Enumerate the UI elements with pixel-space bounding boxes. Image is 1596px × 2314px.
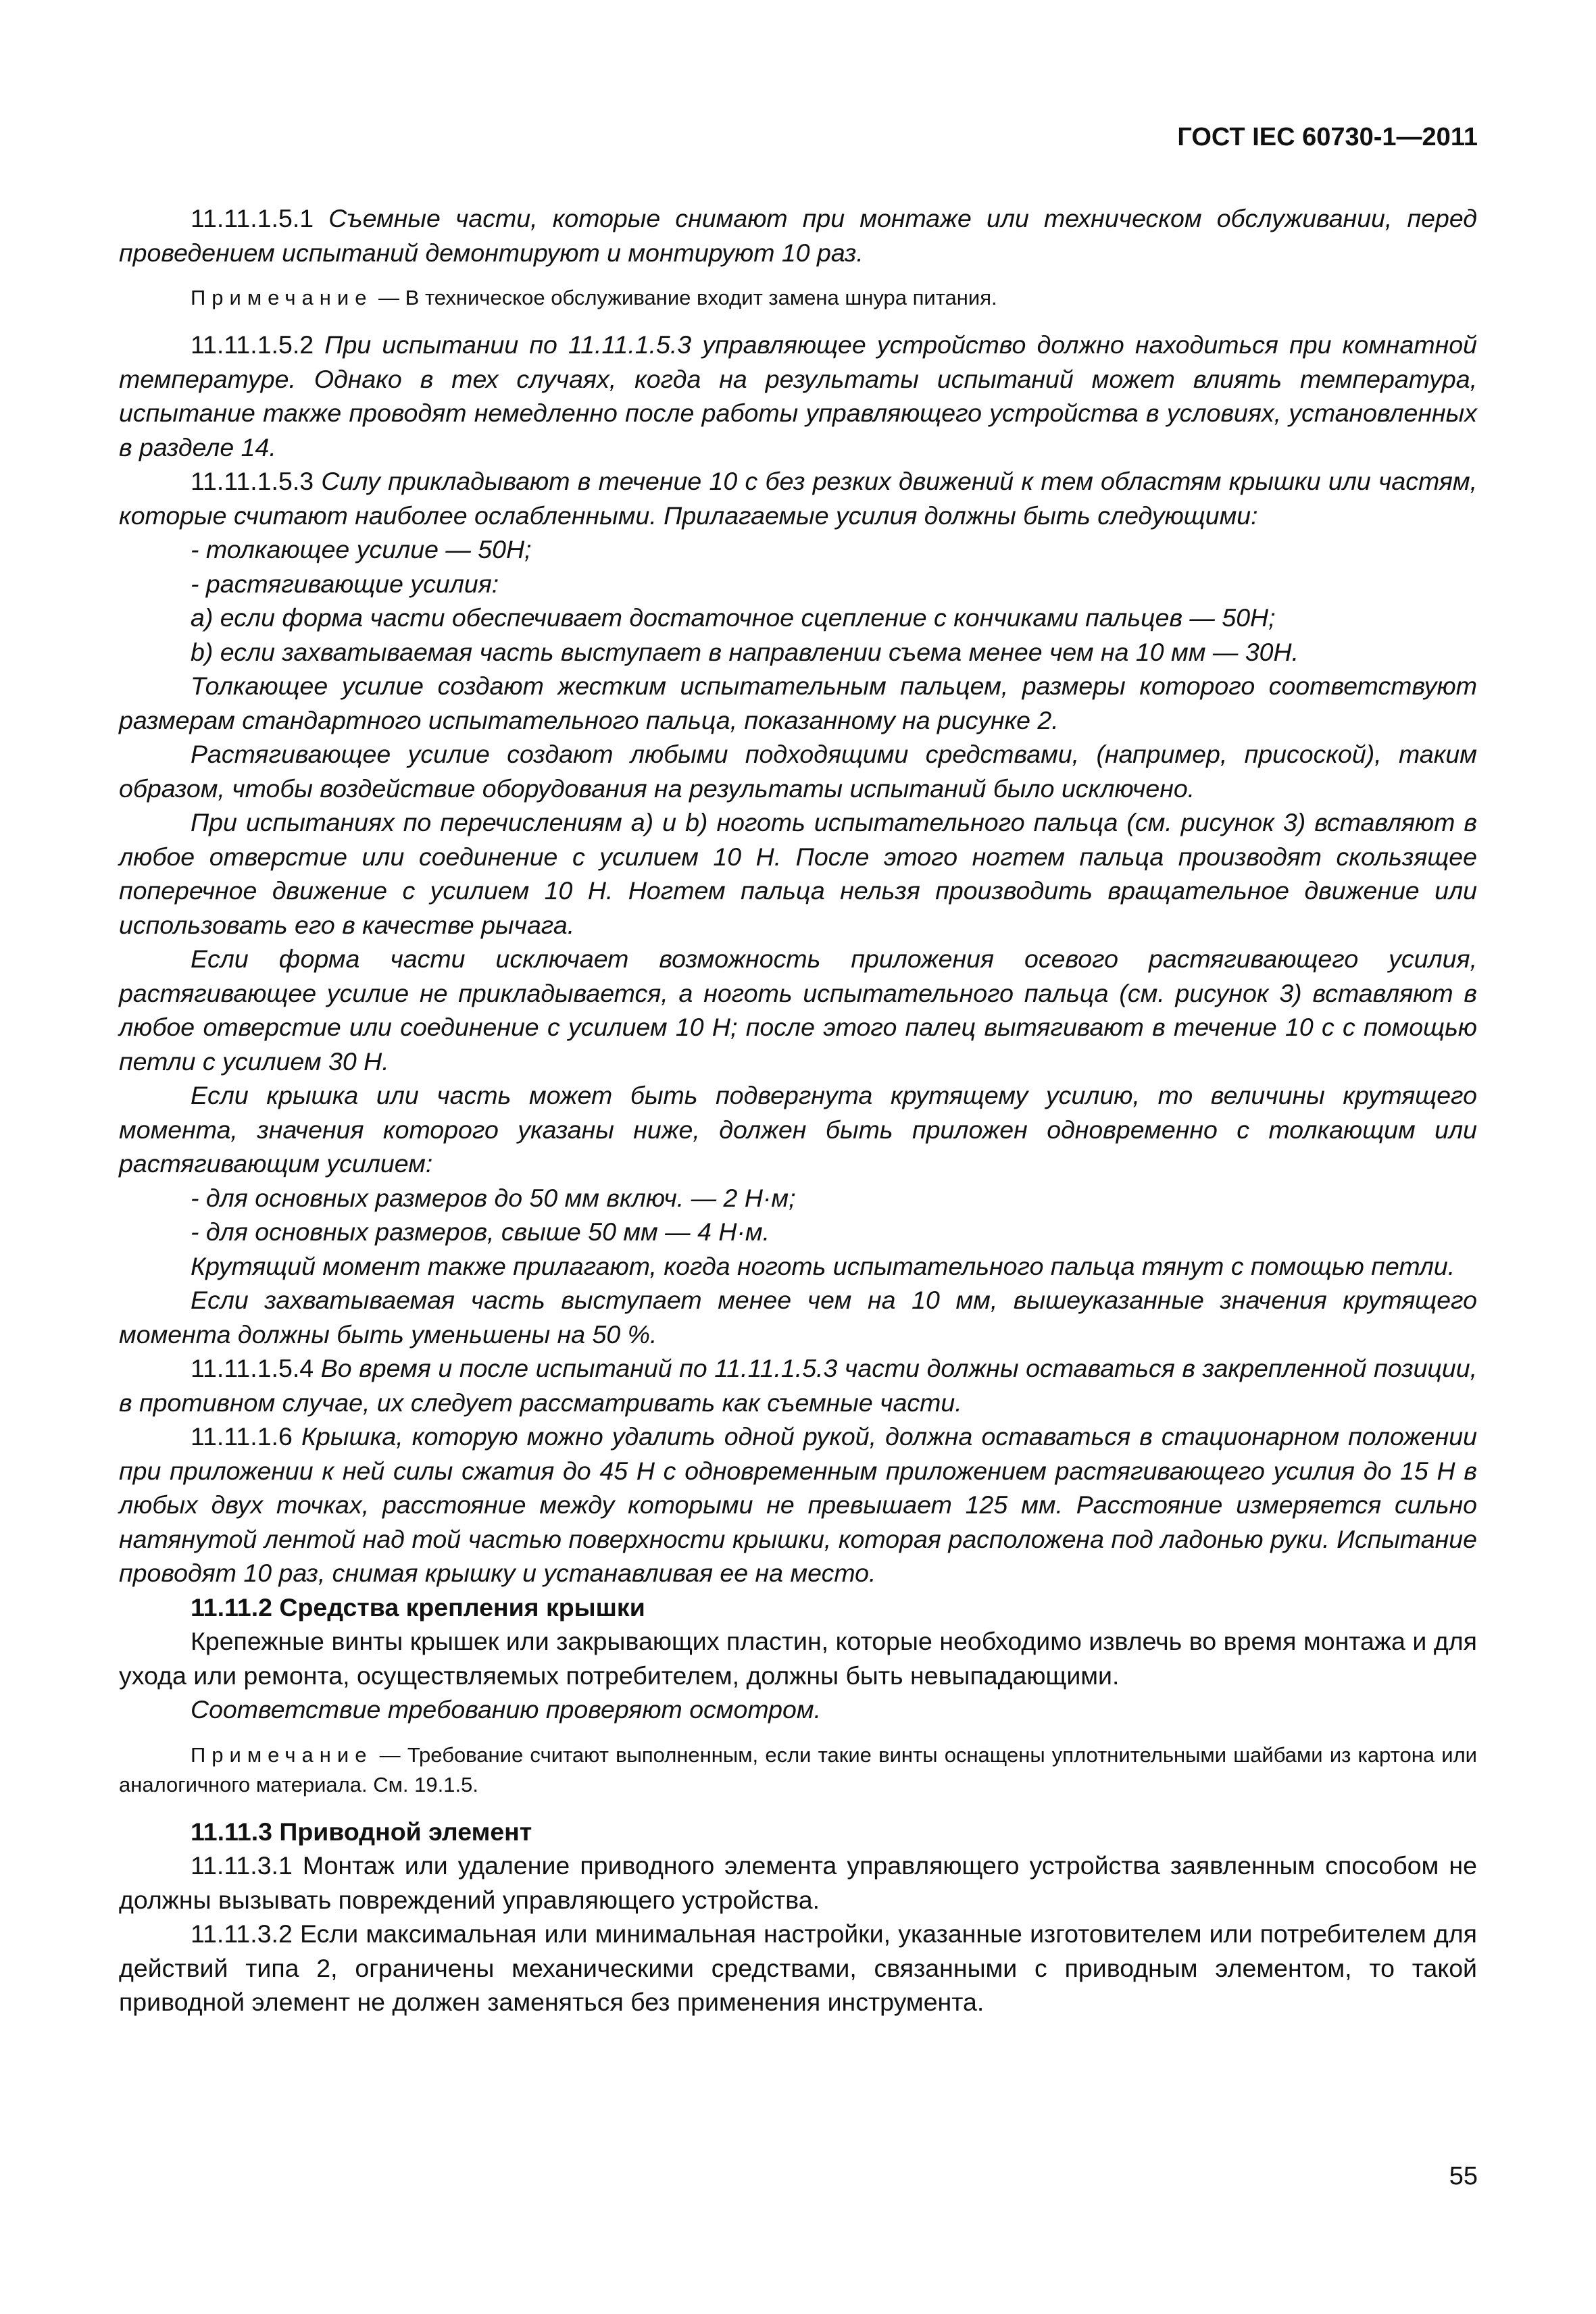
document-body bbox=[119, 201, 1477, 2019]
note-1 bbox=[119, 283, 1477, 313]
clause-11-11-1-5-4 bbox=[119, 1351, 1477, 1419]
clause-number: 11.11.1.6 bbox=[191, 1422, 293, 1451]
body-paragraph: Растягивающее усилие создают любыми подходящими средствами, (например, присоской), таким образом, чтобы воздействие оборудования на результаты испытаний было исключено. bbox=[119, 740, 1477, 803]
compliance-check: Соответствие требованию проверяют осмотром. bbox=[191, 1695, 822, 1724]
clause-text: Во время и после испытаний по 11.11.1.5.3 части должны оставаться в закрепленной позиции, в противном случае, их следует рассматривать как съемные части. bbox=[119, 1354, 1478, 1417]
note-text: — Требование считают выполненным, если такие винты оснащены уплотнительными шайбами из картона или аналогичного материала. См. 19.1.5. bbox=[119, 1742, 1477, 1796]
note-2 bbox=[119, 1740, 1477, 1800]
clause-number: 11.11.1.5.3 bbox=[191, 467, 314, 495]
clause-number: 11.11.1.5.1 bbox=[191, 204, 314, 232]
section-heading: 11.11.2 Средства крепления крышки bbox=[191, 1592, 645, 1621]
list-item: a) если форма части обеспечивает достаточное сцепление с кончиками пальцев — 50Н; bbox=[191, 603, 1276, 632]
list-item: - для основных размеров до 50 мм включ. — 2 Н·м; bbox=[191, 1183, 796, 1212]
clause-text: При испытании по 11.11.1.5.3 управляющее устройство должно находиться при комнатной температуре. Однако в тех случаях, когда на результаты испытаний может влиять температура, испытание также проводят немедленно после работы управляющего устройства в условиях, установленных в разделе 14. bbox=[119, 330, 1478, 461]
body-paragraph: Если крышка или часть может быть подвергнута крутящему усилию, то величины крутящего момента, значения которого указаны ниже, должен быть приложен одновременно с толкающим или растягивающим усилием: bbox=[119, 1081, 1477, 1178]
body-paragraph: Толкающее усилие создают жестким испытательным пальцем, размеры которого соответствуют размерам стандартного испытательного пальца, показанному на рисунке 2. bbox=[119, 672, 1477, 734]
note-label: Примечание bbox=[191, 286, 373, 309]
list-item: b) если захватываемая часть выступает в направлении съема менее чем на 10 мм — 30Н. bbox=[191, 637, 1299, 666]
clause-11-11-1-5-1 bbox=[119, 201, 1477, 270]
page-number: 55 bbox=[1449, 2162, 1478, 2190]
clause-11-11-1-6 bbox=[119, 1419, 1477, 1590]
body-paragraph: Крепежные винты крышек или закрывающих пластин, которые необходимо извлечь во время монтажа и для ухода или ремонта, осуществляемых потребителем, должны быть невыпадающими. bbox=[119, 1627, 1477, 1690]
list-item: - для основных размеров, свыше 50 мм — 4 Н·м. bbox=[191, 1217, 770, 1246]
body-paragraph: Если форма части исключает возможность приложения осевого растягивающего усилия, растягивающее усилие не прикладывается, а ноготь испытательного пальца (см. рисунок 3) вставляют в любое отверстие или соединение с усилием 10 Н; после этого палец вытягивают в течение 10 с с помощью петли с усилием 30 Н. bbox=[119, 945, 1477, 1076]
standard-header: ГОСТ IEC 60730-1—2011 bbox=[1177, 123, 1478, 151]
note-text: — В техническое обслуживание входит замена шнура питания. bbox=[372, 286, 997, 309]
body-paragraph: 11.11.3.2 Если максимальная или минимальная настройки, указанные изготовителем или потребителем для действий типа 2, ограничены механическими средствами, связанными с приводным элементом, то такой приводной элемент не должен заменяться без применения инструмента. bbox=[119, 1919, 1477, 2016]
clause-11-11-1-5-3 bbox=[119, 464, 1477, 532]
list-item: - толкающее усилие — 50Н; bbox=[191, 535, 532, 563]
clause-text: Силу прикладывают в течение 10 с без резких движений к тем областям крышки или частям, которые считают наиболее ослабленными. Прилагаемые усилия должны быть следующими: bbox=[119, 467, 1477, 530]
clause-text: Крышка, которую можно удалить одной рукой, должна оставаться в стационарном положении при приложении к ней силы сжатия до 45 Н с одновременным приложением растягивающего усилия до 15 Н в любых двух точках, расстояние между которыми не превышает 125 мм. Расстояние измеряется сильно натянутой лентой над той частью поверхности крышки, которая расположена под ладонью руки. Испытание проводят 10 раз, снимая крышку и устанавливая ее на место. bbox=[119, 1422, 1477, 1587]
clause-number: 11.11.1.5.2 bbox=[191, 330, 314, 359]
clause-number: 11.11.1.5.4 bbox=[191, 1354, 314, 1382]
body-paragraph: При испытаниях по перечислениям a) и b) ноготь испытательного пальца (см. рисунок 3) вставляют в любое отверстие или соединение с усилием 10 Н. После этого ногтем пальца производят скользящее поперечное движение с усилием 10 Н. Ногтем пальца нельзя производить вращательное движение или использовать его в качестве рычага. bbox=[119, 808, 1477, 939]
body-paragraph: 11.11.3.1 Монтаж или удаление приводного элемента управляющего устройства заявленным способом не должны вызывать повреждений управляющего устройства. bbox=[119, 1851, 1477, 1914]
body-paragraph: Крутящий момент также прилагают, когда ноготь испытательного пальца тянут с помощью петли. bbox=[191, 1251, 1455, 1280]
note-label: Примечание bbox=[191, 1742, 373, 1767]
list-item: - растягивающие усилия: bbox=[191, 569, 499, 598]
clause-text: Съемные части, которые снимают при монтаже или техническом обслуживании, перед проведением испытаний демонтируют и монтируют 10 раз. bbox=[119, 204, 1477, 267]
clause-11-11-1-5-2 bbox=[119, 328, 1477, 464]
section-heading: 11.11.3 Приводной элемент bbox=[191, 1817, 532, 1846]
body-paragraph: Если захватываемая часть выступает менее чем на 10 мм, вышеуказанные значения крутящего момента должны быть уменьшены на 50 %. bbox=[119, 1286, 1477, 1349]
